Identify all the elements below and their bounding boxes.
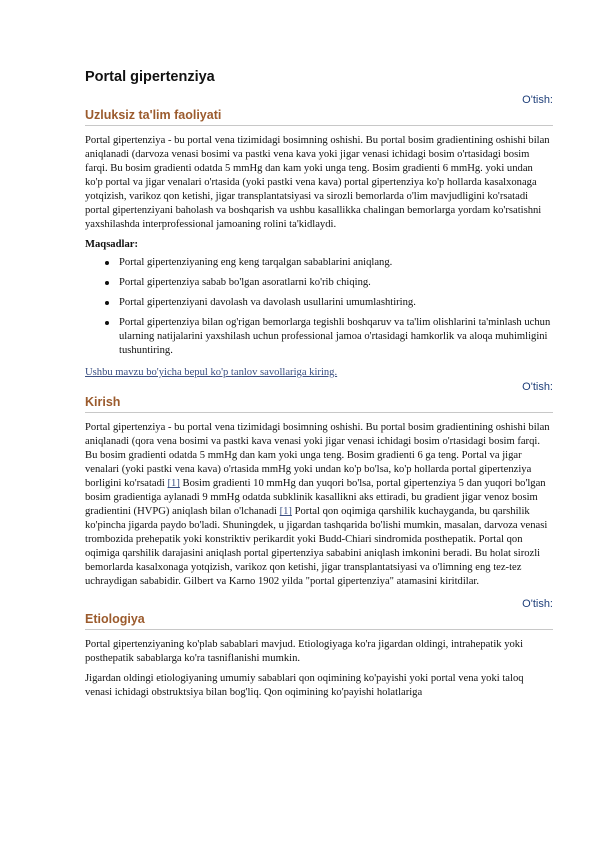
intro-text: Portal qon oqimiga qarshilik kuchayganda, bu qarshilik ko'pincha jigarda paydo bo'ladi. Shuningdek, u jigardan tashqarida bo'lishi mumkin, masalan, darvoza venasi trombozida prehepatik yoki konstriktiv perikardit yoki Budd-Chiari sindromida posthepatik. Portal qon oqimiga qarshilik darajasini aniqlash portal gipertenziya sababini aniqlash imkonini beradi. Bu holat sirozli bemorlarda kasalxonaga yotqizish, varikoz qon ketishi, jigar transplantatsiyasi va o'limning eng tez-tez uchraydigan sababidir. Gilbert va Karno 1902 yilda "portal gipertenziya" atamasini kiritdilar.	[85, 506, 548, 587]
intro-text: Bosim gradienti 10 mmHg dan yuqori bo'lsa, portal gipertenziya 5 dan yuqori bo'lgan bosim gradientiga aylanadi 9 mmHg odatda subklinik kasallikni aks ettiradi, bu gradient jigar venoz bosim gradientini (HVPG) aniqlash bilan o'lchanadi	[85, 478, 546, 517]
page-title: Portal gipertenziya	[85, 69, 215, 85]
intro-paragraph	[85, 421, 553, 589]
objective-item: Portal gipertenziyaning eng keng tarqalgan sabablarini aniqlang.	[119, 256, 553, 270]
objectives-label: Maqsadlar:	[85, 239, 138, 250]
etiology-paragraph: Portal gipertenziyaning ko'plab sabablari mavjud. Etiologiyaga ko'ra jigardan oldingi, intrahepatik yoki posthepatik sabablarga ko'ra tasniflanishi mumkin.	[85, 639, 524, 664]
quiz-link[interactable]: Ushbu mavzu bo'yicha bepul ko'p tanlov savollariga kiring.	[85, 367, 338, 378]
section-heading-intro: Kirish	[85, 394, 553, 413]
reference-link[interactable]: [1]	[167, 478, 180, 489]
objectives-list	[85, 256, 553, 358]
intro-text: Portal gipertenziya - bu portal vena tizimidagi bosimning oshishi. Bu portal bosim gradientining oshishi bilan aniqlanadi (qora vena bosimi va pastki kava venasi yoki jigar venasi ichidagi bosim o'rtasidagi bosim farqi. Bu bosim gradienti odatda 5 mmHg dan kam yoki unga teng. Bosim gradienti 6 ga teng. Portal va jigar venalari (yoki pastki vena kava) o'rtasida mmHg yoki undan ko'p bo'lsa, ko'p hollarda portal gipertenziya borligini ko'rsatadi	[85, 422, 550, 489]
objective-item: Portal gipertenziya bilan og'rigan bemorlarga tegishli boshqaruv va ta'lim olishlarini ta'minlash uchun ularning natijalarini yaxshilash uchun professional jamoa o'rtasidagi hamkorlik va aloqa muhimligini tushuntiring.	[119, 316, 553, 358]
objective-item: Portal gipertenziyani davolash va davolash usullarini umumlashtiring.	[119, 296, 553, 310]
objective-item: Portal gipertenziya sabab bo'lgan asoratlarni ko'rib chiqing.	[119, 276, 553, 290]
section-heading-cme: Uzluksiz ta'lim faoliyati	[85, 107, 553, 126]
etiology-paragraph: Jigardan oldingi etiologiyaning umumiy sabablari qon oqimining ko'payishi yoki portal vena yoki taloq venasi ichidagi obstruktsiya bilan bog'liq. Qon oqimining ko'payishi holatlariga	[85, 673, 524, 698]
goto-link[interactable]: O'tish:	[522, 598, 553, 610]
document-content	[85, 68, 553, 700]
reference-link[interactable]: [1]	[279, 506, 292, 517]
goto-link[interactable]: O'tish:	[522, 381, 553, 393]
section-heading-etiology: Etiologiya	[85, 611, 553, 630]
cme-paragraph: Portal gipertenziya - bu portal vena tizimidagi bosimning oshishi. Bu portal bosim gradientining oshishi bilan aniqlanadi (darvoza venasi bosimi va pastki vena kava yoki jigar venasi ichidagi bosim o'rtasidagi bosim farqi. Bu bosim gradienti odatda 5 mmHg dan kam yoki unga teng. Bosim gradienti 6 mmHg. yoki undan ko'p portal va jigar venalari o'rtasida (yoki pastki vena kava) portal gipertenziya ko'p hollarda kasalxonaga yotqizish, varikoz qon ketishi, jigar transplantatsiyasi va sirozli bemorlarda o'lim mavjudligini ko'rsatadi portal gipertenziyani baholash va boshqarish va ushbu kasallikka chalingan bemorlarga yordam ko'rsatishni yaxshilashda interprofessional jamoaning rolini ta'kidlaydi.	[85, 135, 550, 230]
goto-link[interactable]: O'tish:	[522, 94, 553, 106]
